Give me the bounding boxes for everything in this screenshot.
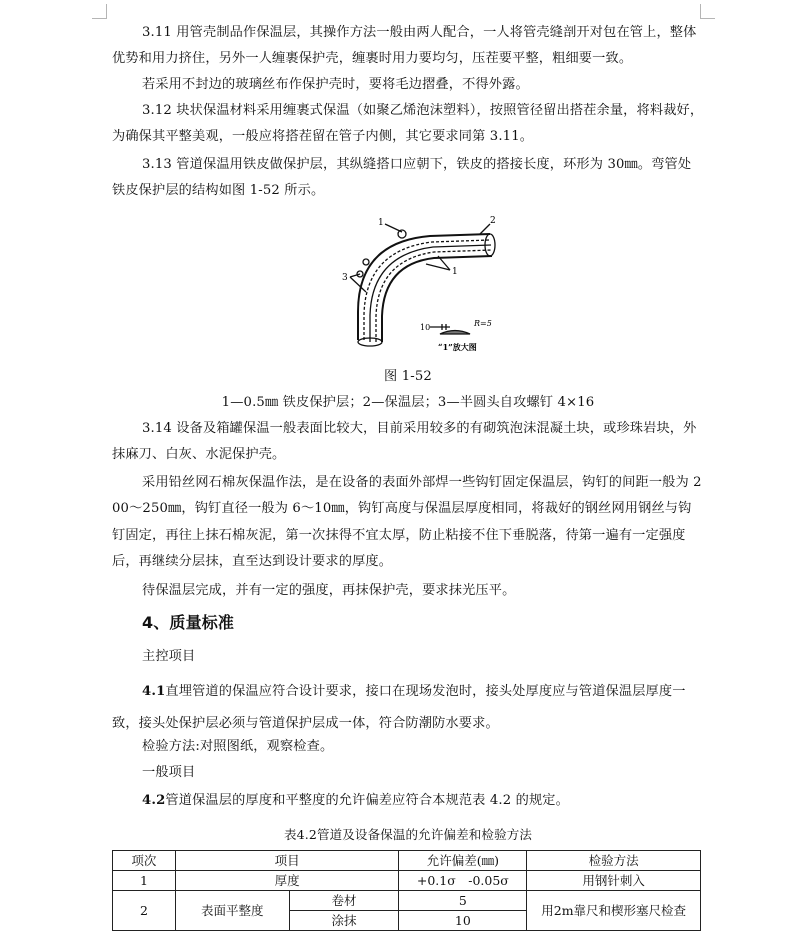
table-header-cell: 检验方法	[527, 851, 701, 871]
clause-text-4-1: 直埋管道的保温应符合设计要求，接口在现场发泡时，接头处厚度应与管道保温层厚度一致，接头处保护层必须与管道保护层成一体，符合防潮防水要求。	[112, 684, 686, 731]
paragraph-protective-shell: 待保温层完成，并有一定的强度，再抹保护壳，要求抹光压平。	[142, 583, 516, 598]
paragraph-3-12: 3.12 块状保温材料采用缠裹式保温（如聚乙烯泡沫塑料），按照管径留出搭茬余量，将料裁好，为确保其平整美观，一般应将搭茬留在管子内侧，其它要求同第 3.11。	[112, 103, 704, 145]
paragraph-4-1	[112, 676, 704, 740]
table-header-row	[113, 851, 701, 871]
figure-label-2: 2	[490, 216, 496, 226]
inspection-method: 检验方法:对照图纸，观察检查。	[142, 739, 334, 754]
section-heading-quality: 4、质量标准	[142, 613, 235, 632]
figure-label-1: 1	[378, 218, 384, 228]
table-row	[113, 871, 701, 891]
paragraph-3-11: 3.11 用管壳制品作保温层，其操作方法一般由两人配合，一人将管壳缝剖开对包在管上，整体优势和用力挤住，另外一人缠裹保护壳，缠裹时用力要均匀，压茬要平整，粗细要一致。	[112, 25, 697, 67]
table-cell: 1	[113, 871, 176, 891]
paragraph-4-2	[112, 788, 704, 814]
general-items: 一般项目	[142, 765, 196, 780]
table-header-cell: 项次	[113, 851, 176, 871]
figure-label-3: 3	[342, 273, 348, 283]
page-corner-mark	[700, 4, 715, 19]
figure-caption: 图 1-52	[384, 369, 432, 384]
tolerance-table	[112, 850, 701, 931]
table-row	[113, 891, 701, 911]
table-cell: 涂抹	[289, 911, 399, 931]
table-header-cell: 项目	[175, 851, 399, 871]
table-cell: 10	[399, 911, 527, 931]
table-header-cell: 允许偏差(㎜)	[399, 851, 527, 871]
paragraph-wire-mesh: 采用铅丝网石棉灰保温作法，是在设备的表面外部焊一些钩钉固定保温层，钩钉的间距一般为 200～250㎜，钩钉直径一般为 6～10㎜，钩钉高度与保温层厚度相同，将裁好的钢丝网用钢丝与钩钉固定，再往上抹石棉灰泥，第一次抹得不宜太厚，防止粘接不住下垂脱落，待第一遍有一定强度后，再继续分层抹，直至达到设计要求的厚度。	[112, 475, 702, 570]
table-cell: 厚度	[175, 871, 399, 891]
table-cell: 卷材	[289, 891, 399, 911]
figure-detail-caption: “1”放大图	[438, 342, 477, 352]
paragraph-3-14: 3.14 设备及箱罐保温一般表面比较大，目前采用较多的有砌筑泡沫混凝土块，或珍珠岩块，外抹麻刀、白灰、水泥保护壳。	[112, 421, 697, 463]
table-cell: 表面平整度	[175, 891, 289, 931]
figure-detail-scale: 10	[420, 323, 431, 332]
table-cell: 用钢针刺入	[527, 871, 701, 891]
clause-text-4-2: 管道保温层的厚度和平整度的允许偏差应符合本规范表 4.2 的规定。	[165, 793, 569, 808]
page-corner-mark	[92, 4, 107, 19]
elbow-pipe-figure	[330, 212, 500, 362]
figure-label-1-right: 1	[452, 267, 458, 277]
clause-number-4-2: 4.2	[142, 793, 166, 808]
table-cell: 5	[399, 891, 527, 911]
main-control-items: 主控项目	[142, 649, 196, 664]
table-cell: 2	[113, 891, 176, 931]
table-cell: +0.1σ -0.05σ	[399, 871, 527, 891]
clause-number-4-1: 4.1	[142, 684, 166, 699]
table-cell: 用2m靠尺和楔形塞尺检查	[527, 891, 701, 931]
figure-detail-radius: R=5	[474, 319, 492, 328]
figure-legend: 1—0.5㎜ 铁皮保护层；2—保温层；3—半圆头自攻螺钉 4×16	[221, 395, 595, 410]
paragraph-3-13: 3.13 管道保温用铁皮做保护层，其纵缝搭口应朝下，铁皮的搭接长度，环形为 30㎜。弯管处铁皮保护层的结构如图 1-52 所示。	[112, 157, 692, 199]
paragraph-3-11-note: 若采用不封边的玻璃丝布作保护壳时，要将毛边摺叠，不得外露。	[142, 77, 529, 92]
table-title: 表4.2管道及设备保温的允许偏差和检验方法	[283, 827, 533, 842]
